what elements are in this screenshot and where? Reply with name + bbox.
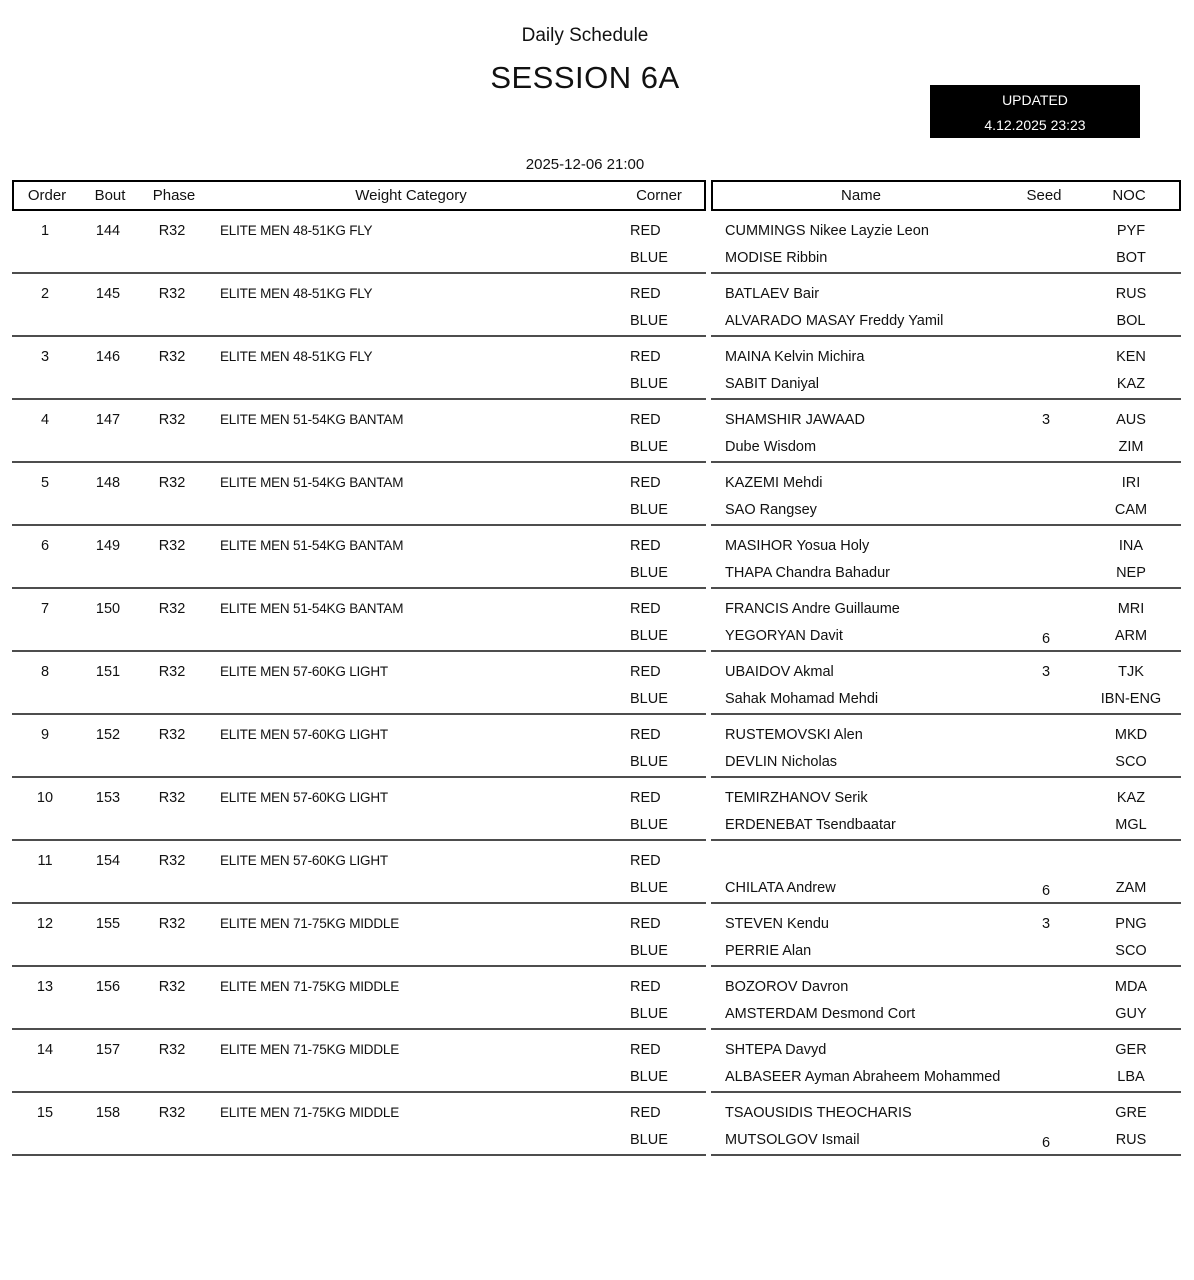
blue-athlete-line: [711, 307, 1181, 334]
column-header-corner: Corner: [636, 187, 682, 204]
blue-athlete-name: ALVARADO MASAY Freddy Yamil: [725, 312, 944, 329]
blue-corner-label: BLUE: [630, 627, 668, 644]
bout-right-section: [711, 841, 1181, 904]
red-athlete-line: [711, 658, 1181, 685]
red-athlete-name: RUSTEMOVSKI Alen: [725, 726, 863, 743]
table-row: [12, 1030, 1181, 1093]
blue-athlete-noc: SCO: [1115, 753, 1147, 770]
red-corner-line: [12, 658, 706, 685]
blue-athlete-seed: 6: [1041, 1134, 1051, 1151]
bout-number-cell: 155: [95, 915, 121, 932]
bout-number-cell: 149: [95, 537, 121, 554]
bout-number-cell: 150: [95, 600, 121, 617]
bout-number-cell: 145: [95, 285, 121, 302]
bout-number-cell: 151: [95, 663, 121, 680]
bout-right-section: [711, 211, 1181, 274]
blue-corner-label: BLUE: [630, 312, 668, 329]
bout-number-cell: 154: [95, 852, 121, 869]
table-header-row: [12, 180, 1181, 211]
table-row: [12, 841, 1181, 904]
weight-category-cell: ELITE MEN 57-60KG LIGHT: [220, 853, 388, 868]
phase-cell: R32: [158, 978, 186, 995]
red-athlete-line: [711, 973, 1181, 1000]
weight-category-cell: ELITE MEN 48-51KG FLY: [220, 223, 373, 238]
red-athlete-line: [711, 280, 1181, 307]
blue-corner-line: [12, 811, 706, 838]
blue-corner-line: [12, 1126, 706, 1153]
phase-cell: R32: [158, 1041, 186, 1058]
red-corner-label: RED: [630, 789, 661, 806]
red-corner-line: [12, 217, 706, 244]
order-cell: 14: [36, 1041, 54, 1058]
table-header-right-section: [711, 180, 1181, 211]
weight-category-cell: ELITE MEN 51-54KG BANTAM: [220, 412, 404, 427]
order-cell: 12: [36, 915, 54, 932]
phase-cell: R32: [158, 474, 186, 491]
column-header-bout: Bout: [94, 187, 126, 204]
blue-athlete-line: [711, 748, 1181, 775]
phase-cell: R32: [158, 411, 186, 428]
blue-corner-label: BLUE: [630, 816, 668, 833]
order-cell: 3: [40, 348, 50, 365]
red-athlete-line: [711, 595, 1181, 622]
page-title: Daily Schedule: [521, 25, 649, 46]
table-row: [12, 652, 1181, 715]
order-cell: 7: [40, 600, 50, 617]
red-corner-line: [12, 847, 706, 874]
red-athlete-name: STEVEN Kendu: [725, 915, 829, 932]
blue-corner-line: [12, 622, 706, 649]
bout-number-cell: 158: [95, 1104, 121, 1121]
red-athlete-noc: MKD: [1114, 726, 1148, 743]
bout-left-section: [12, 967, 706, 1030]
weight-category-cell: ELITE MEN 71-75KG MIDDLE: [220, 916, 400, 931]
red-athlete-name: CUMMINGS Nikee Layzie Leon: [725, 222, 929, 239]
bout-right-section: [711, 526, 1181, 589]
red-athlete-name: MASIHOR Yosua Holy: [725, 537, 870, 554]
red-athlete-line: [711, 784, 1181, 811]
blue-athlete-name: MODISE Ribbin: [725, 249, 828, 266]
order-cell: 5: [40, 474, 50, 491]
blue-athlete-name: SABIT Daniyal: [725, 375, 820, 392]
blue-athlete-name: ERDENEBAT Tsendbaatar: [725, 816, 896, 833]
table-row: [12, 967, 1181, 1030]
phase-cell: R32: [158, 1104, 186, 1121]
blue-athlete-noc: ARM: [1114, 627, 1148, 644]
table-row: [12, 526, 1181, 589]
blue-athlete-name: MUTSOLGOV Ismail: [725, 1131, 860, 1148]
red-athlete-name: UBAIDOV Akmal: [725, 663, 834, 680]
red-athlete-name: TSAOUSIDIS THEOCHARIS: [725, 1104, 912, 1121]
blue-athlete-line: [711, 496, 1181, 523]
red-athlete-noc: GRE: [1115, 1104, 1147, 1121]
bout-left-section: [12, 904, 706, 967]
bout-right-section: [711, 274, 1181, 337]
weight-category-cell: ELITE MEN 48-51KG FLY: [220, 349, 373, 364]
bout-left-section: [12, 274, 706, 337]
bout-number-cell: 147: [95, 411, 121, 428]
column-header-noc: NOC: [1112, 187, 1146, 204]
blue-corner-label: BLUE: [630, 249, 668, 266]
red-athlete-noc: KAZ: [1116, 789, 1146, 806]
bout-right-section: [711, 589, 1181, 652]
bout-left-section: [12, 652, 706, 715]
blue-corner-line: [12, 748, 706, 775]
red-athlete-noc: KEN: [1116, 348, 1146, 365]
bout-number-cell: 156: [95, 978, 121, 995]
red-athlete-name: BATLAEV Bair: [725, 285, 820, 302]
blue-corner-line: [12, 1063, 706, 1090]
bout-left-section: [12, 778, 706, 841]
red-corner-label: RED: [630, 348, 661, 365]
bout-left-section: [12, 400, 706, 463]
blue-athlete-name: CHILATA Andrew: [725, 879, 836, 896]
red-corner-label: RED: [630, 1041, 661, 1058]
weight-category-cell: ELITE MEN 48-51KG FLY: [220, 286, 373, 301]
blue-athlete-line: [711, 1126, 1181, 1153]
blue-corner-line: [12, 433, 706, 460]
order-cell: 2: [40, 285, 50, 302]
bout-right-section: [711, 1030, 1181, 1093]
table-row: [12, 904, 1181, 967]
blue-corner-line: [12, 370, 706, 397]
phase-cell: R32: [158, 537, 186, 554]
red-corner-label: RED: [630, 915, 661, 932]
blue-corner-label: BLUE: [630, 375, 668, 392]
bout-left-section: [12, 841, 706, 904]
table-row: [12, 1093, 1181, 1156]
weight-category-cell: ELITE MEN 51-54KG BANTAM: [220, 475, 404, 490]
blue-corner-label: BLUE: [630, 564, 668, 581]
column-header-order: Order: [27, 187, 67, 204]
blue-athlete-name: Sahak Mohamad Mehdi: [725, 690, 879, 707]
blue-athlete-noc: MGL: [1115, 816, 1147, 833]
bout-left-section: [12, 211, 706, 274]
order-cell: 13: [36, 978, 54, 995]
red-corner-line: [12, 910, 706, 937]
blue-athlete-name: ALBASEER Ayman Abraheem Mohammed: [725, 1068, 1001, 1085]
phase-cell: R32: [158, 915, 186, 932]
weight-category-cell: ELITE MEN 57-60KG LIGHT: [220, 790, 388, 805]
column-header-phase: Phase: [152, 187, 196, 204]
blue-corner-line: [12, 874, 706, 901]
blue-athlete-line: [711, 685, 1181, 712]
bout-left-section: [12, 526, 706, 589]
blue-athlete-noc: ZAM: [1115, 879, 1147, 896]
red-corner-label: RED: [630, 978, 661, 995]
red-athlete-name: TEMIRZHANOV Serik: [725, 789, 868, 806]
red-athlete-noc: AUS: [1116, 411, 1146, 428]
red-corner-line: [12, 973, 706, 1000]
phase-cell: R32: [158, 348, 186, 365]
blue-corner-line: [12, 244, 706, 271]
bout-number-cell: 144: [95, 222, 121, 239]
updated-badge: [930, 85, 1140, 138]
blue-athlete-noc: CAM: [1114, 501, 1148, 518]
blue-athlete-line: [711, 1000, 1181, 1027]
order-cell: 10: [36, 789, 54, 806]
blue-athlete-noc: BOT: [1116, 249, 1146, 266]
weight-category-cell: ELITE MEN 71-75KG MIDDLE: [220, 1105, 400, 1120]
bout-left-section: [12, 589, 706, 652]
blue-athlete-name: YEGORYAN Davit: [725, 627, 843, 644]
bout-right-section: [711, 337, 1181, 400]
blue-athlete-noc: NEP: [1116, 564, 1146, 581]
red-athlete-line: [711, 721, 1181, 748]
red-athlete-noc: RUS: [1115, 285, 1147, 302]
order-cell: 9: [40, 726, 50, 743]
blue-corner-line: [12, 496, 706, 523]
red-corner-label: RED: [630, 600, 661, 617]
red-athlete-seed: 3: [1041, 915, 1051, 932]
order-cell: 11: [37, 852, 53, 869]
bout-right-section: [711, 463, 1181, 526]
blue-corner-label: BLUE: [630, 501, 668, 518]
bout-right-section: [711, 904, 1181, 967]
table-row: [12, 274, 1181, 337]
table-header-left-section: [12, 180, 706, 211]
red-athlete-line: [711, 1099, 1181, 1126]
blue-athlete-noc: BOL: [1116, 312, 1146, 329]
red-athlete-name: FRANCIS Andre Guillaume: [725, 600, 900, 617]
bout-number-cell: 153: [95, 789, 121, 806]
red-athlete-line: [711, 469, 1181, 496]
blue-athlete-line: [711, 937, 1181, 964]
red-corner-label: RED: [630, 411, 661, 428]
column-header-seed: Seed: [1026, 187, 1062, 204]
blue-athlete-line: [711, 559, 1181, 586]
red-corner-label: RED: [630, 726, 661, 743]
column-header-weight-category: Weight Category: [355, 187, 467, 204]
red-athlete-line: [711, 1036, 1181, 1063]
weight-category-cell: ELITE MEN 57-60KG LIGHT: [220, 727, 388, 742]
bout-left-section: [12, 1030, 706, 1093]
blue-athlete-noc: LBA: [1117, 1068, 1145, 1085]
weight-category-cell: ELITE MEN 51-54KG BANTAM: [220, 538, 404, 553]
table-row: [12, 400, 1181, 463]
blue-corner-label: BLUE: [630, 1131, 668, 1148]
red-corner-line: [12, 532, 706, 559]
bout-number-cell: 148: [95, 474, 121, 491]
blue-athlete-line: [711, 370, 1181, 397]
blue-corner-line: [12, 685, 706, 712]
blue-athlete-name: THAPA Chandra Bahadur: [725, 564, 890, 581]
blue-athlete-seed: 6: [1041, 882, 1051, 899]
blue-corner-label: BLUE: [630, 879, 668, 896]
red-athlete-name: BOZOROV Davron: [725, 978, 849, 995]
blue-athlete-line: [711, 874, 1181, 901]
table-row: [12, 589, 1181, 652]
bout-right-section: [711, 400, 1181, 463]
blue-athlete-noc: IBN-ENG: [1100, 690, 1162, 707]
bout-right-section: [711, 652, 1181, 715]
red-corner-label: RED: [630, 852, 661, 869]
red-corner-label: RED: [630, 537, 661, 554]
red-athlete-seed: 3: [1041, 411, 1051, 428]
bout-number-cell: 157: [95, 1041, 121, 1058]
red-corner-label: RED: [630, 1104, 661, 1121]
blue-corner-label: BLUE: [630, 942, 668, 959]
table-body: [12, 211, 1181, 1156]
weight-category-cell: ELITE MEN 57-60KG LIGHT: [220, 664, 388, 679]
weight-category-cell: ELITE MEN 71-75KG MIDDLE: [220, 979, 400, 994]
blue-athlete-seed: 6: [1041, 630, 1051, 647]
blue-athlete-noc: RUS: [1115, 1131, 1147, 1148]
blue-athlete-name: DEVLIN Nicholas: [725, 753, 838, 770]
blue-athlete-noc: KAZ: [1116, 375, 1146, 392]
blue-athlete-name: AMSTERDAM Desmond Cort: [725, 1005, 916, 1022]
blue-corner-label: BLUE: [630, 753, 668, 770]
red-athlete-noc: IRI: [1121, 474, 1141, 491]
bout-right-section: [711, 1093, 1181, 1156]
red-athlete-noc: PNG: [1115, 915, 1147, 932]
red-athlete-name: SHTEPA Davyd: [725, 1041, 827, 1058]
phase-cell: R32: [158, 852, 186, 869]
order-cell: 15: [36, 1104, 54, 1121]
blue-athlete-name: SAO Rangsey: [725, 501, 817, 518]
red-corner-line: [12, 721, 706, 748]
red-athlete-line: [711, 532, 1181, 559]
order-cell: 1: [40, 222, 50, 239]
red-corner-line: [12, 1099, 706, 1126]
red-athlete-line: [711, 406, 1181, 433]
bout-left-section: [12, 337, 706, 400]
weight-category-cell: ELITE MEN 71-75KG MIDDLE: [220, 1042, 400, 1057]
session-title: SESSION 6A: [490, 60, 680, 95]
blue-athlete-line: [711, 1063, 1181, 1090]
red-athlete-line: [711, 847, 1181, 874]
column-header-name: Name: [840, 187, 881, 204]
blue-athlete-line: [711, 244, 1181, 271]
updated-datetime: 4.12.2025 23:23: [984, 117, 1086, 133]
red-corner-line: [12, 343, 706, 370]
blue-athlete-name: PERRIE Alan: [725, 942, 812, 959]
red-athlete-line: [711, 910, 1181, 937]
blue-corner-label: BLUE: [630, 438, 668, 455]
table-row: [12, 337, 1181, 400]
bout-left-section: [12, 1093, 706, 1156]
phase-cell: R32: [158, 789, 186, 806]
updated-label: UPDATED: [1002, 92, 1068, 108]
phase-cell: R32: [158, 726, 186, 743]
red-corner-line: [12, 406, 706, 433]
phase-cell: R32: [158, 600, 186, 617]
phase-cell: R32: [158, 222, 186, 239]
bout-right-section: [711, 778, 1181, 841]
red-athlete-noc: PYF: [1116, 222, 1146, 239]
blue-athlete-line: [711, 622, 1181, 649]
red-corner-label: RED: [630, 285, 661, 302]
table-row: [12, 715, 1181, 778]
red-athlete-noc: MRI: [1117, 600, 1145, 617]
blue-corner-line: [12, 1000, 706, 1027]
bout-left-section: [12, 463, 706, 526]
phase-cell: R32: [158, 663, 186, 680]
order-cell: 8: [40, 663, 50, 680]
red-corner-line: [12, 595, 706, 622]
red-athlete-seed: 3: [1041, 663, 1051, 680]
bout-right-section: [711, 715, 1181, 778]
blue-athlete-line: [711, 433, 1181, 460]
blue-corner-line: [12, 307, 706, 334]
bout-right-section: [711, 967, 1181, 1030]
red-athlete-noc: MDA: [1114, 978, 1148, 995]
red-athlete-name: MAINA Kelvin Michira: [725, 348, 865, 365]
red-corner-label: RED: [630, 222, 661, 239]
blue-corner-label: BLUE: [630, 1005, 668, 1022]
bout-number-cell: 152: [95, 726, 121, 743]
red-athlete-noc: GER: [1115, 1041, 1147, 1058]
table-row: [12, 211, 1181, 274]
red-athlete-line: [711, 343, 1181, 370]
blue-athlete-name: Dube Wisdom: [725, 438, 817, 455]
red-athlete-line: [711, 217, 1181, 244]
red-corner-line: [12, 784, 706, 811]
session-datetime: 2025-12-06 21:00: [525, 156, 645, 173]
order-cell: 4: [40, 411, 50, 428]
schedule-table: [12, 180, 1181, 1156]
blue-athlete-noc: ZIM: [1118, 438, 1144, 455]
red-athlete-noc: TJK: [1118, 663, 1144, 680]
table-row: [12, 463, 1181, 526]
red-corner-line: [12, 280, 706, 307]
blue-athlete-line: [711, 811, 1181, 838]
blue-athlete-noc: GUY: [1115, 1005, 1147, 1022]
bout-left-section: [12, 715, 706, 778]
red-athlete-noc: INA: [1118, 537, 1144, 554]
table-row: [12, 778, 1181, 841]
bout-number-cell: 146: [95, 348, 121, 365]
weight-category-cell: ELITE MEN 51-54KG BANTAM: [220, 601, 404, 616]
blue-corner-label: BLUE: [630, 690, 668, 707]
blue-corner-label: BLUE: [630, 1068, 668, 1085]
phase-cell: R32: [158, 285, 186, 302]
blue-corner-line: [12, 937, 706, 964]
red-corner-line: [12, 469, 706, 496]
red-corner-label: RED: [630, 474, 661, 491]
order-cell: 6: [40, 537, 50, 554]
blue-athlete-noc: SCO: [1115, 942, 1147, 959]
red-athlete-name: SHAMSHIR JAWAAD: [725, 411, 865, 428]
red-corner-line: [12, 1036, 706, 1063]
red-athlete-name: KAZEMI Mehdi: [725, 474, 823, 491]
red-corner-label: RED: [630, 663, 661, 680]
blue-corner-line: [12, 559, 706, 586]
